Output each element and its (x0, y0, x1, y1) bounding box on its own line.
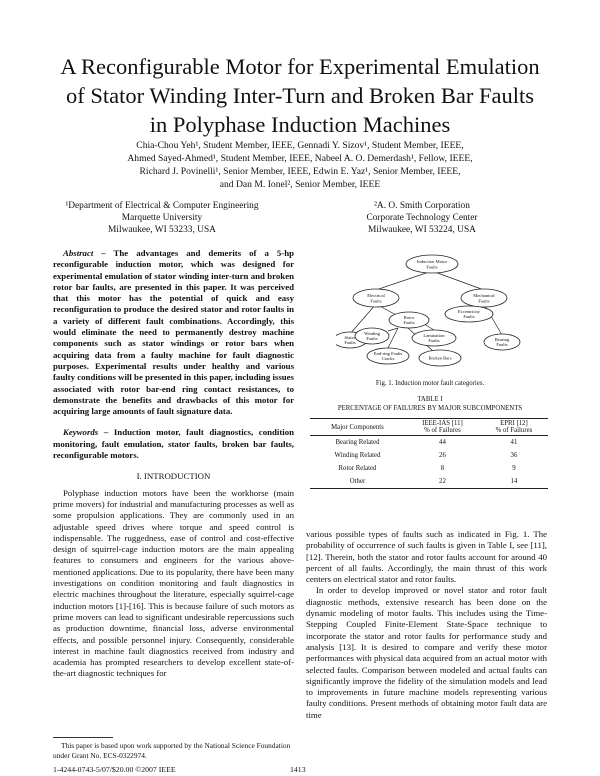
svg-text:Faults: Faults (370, 298, 382, 304)
affiliation-left-line-1: ¹Department of Electrical & Computer Engineering (65, 201, 259, 211)
footnote: This paper is based upon work supported by the National Science Foundation under Grant No. ECS-0322974. (53, 741, 291, 760)
table-cell-component: Other (310, 475, 405, 489)
table-1 (310, 418, 548, 489)
author-line-1: Chia-Chou Yeh¹, Student Member, IEEE, Gennadi Y. Sizov¹, Student Member, IEEE, (136, 140, 464, 151)
svg-text:Mechanical: Mechanical (473, 293, 495, 298)
affiliation-right-line-2: Corporate Technology Center (366, 213, 478, 223)
title-line-1: A Reconfigurable Motor for Experimental Emulation (60, 54, 540, 79)
section-heading-introduction: I. INTRODUCTION (136, 471, 211, 482)
table-cell-ieee: 22 (405, 475, 480, 489)
author-line-2: Ahmed Sayed-Ahmed¹, Student Member, IEEE, Nabeel A. O. Demerdash¹, Fellow, IEEE, (127, 153, 473, 164)
table-1-label: TABLE I (417, 396, 443, 403)
svg-text:Faults: Faults (403, 320, 415, 325)
table-row (310, 449, 548, 462)
svg-text:Faults: Faults (428, 338, 440, 343)
table-cell-ieee: 8 (440, 465, 445, 472)
keywords-paragraph (53, 427, 294, 461)
table-1-title: PERCENTAGE OF FAILURES BY MAJOR SUBCOMPONENTS (337, 405, 523, 412)
svg-text:Eccentricity: Eccentricity (457, 309, 481, 314)
svg-text:Faults: Faults (426, 264, 438, 270)
footnote-rule (53, 737, 113, 738)
title-line-2: of Stator Winding Inter-Turn and Broken Bar Faults (66, 83, 534, 108)
affiliation-left-line-3: Milwaukee, WI 53233, USA (108, 225, 216, 235)
svg-text:Induction Motor: Induction Motor (416, 259, 448, 264)
author-list (40, 139, 560, 191)
svg-text:Faults: Faults (478, 298, 490, 304)
table-cell-ieee: 26 (439, 452, 446, 459)
affiliation-left-line-2: Marquette University (121, 213, 203, 223)
svg-text:Faults: Faults (463, 314, 475, 319)
svg-text:Winding: Winding (364, 331, 380, 336)
keywords-text: – Induction motor, fault diagnostics, condition monitoring, fault emulation, stator faults, broken bar faults, reconfigurable motors. (53, 427, 294, 461)
table-header-row (310, 419, 548, 436)
figure-1-caption: Fig. 1. Induction motor fault categories. (375, 380, 485, 387)
table-cell-component: Bearing Related (335, 439, 380, 446)
affiliation-right (322, 200, 522, 236)
table-header-component: Major Components (310, 419, 405, 436)
table-row (310, 436, 548, 450)
right-paragraph-2: In order to develop improved or novel stator and rotor fault diagnostic methods, extensive research has been done on the dynamic modeling of motor faults. This includes using the Time-Stepping Coupled Finite-Element State-Space technique to incorporate the stator and rotor faults for performance study and analysis [13]. It is desired to compare and verify these motor performances with physical data acquired from an actual motor with selected faults. Comparison between modeled and actual faults can significantly improve the fidelity of the simulation models and lead to improvements in future machine models representing various faulty conditions. Present methods of obtaining motor fault data are time (306, 585, 547, 720)
table-cell-component: Rotor Related (338, 465, 377, 472)
left-column (53, 248, 294, 680)
keywords-label: Keywords (63, 427, 99, 438)
svg-text:Faults: Faults (366, 336, 378, 341)
table-cell-ieee: 44 (439, 439, 446, 446)
svg-text:Electrical: Electrical (367, 293, 385, 298)
affiliation-right-line-3: Milwaukee, WI 53224, USA (368, 225, 476, 235)
affiliation-right-line-1: ²A. O. Smith Corporation (374, 201, 470, 211)
table-row (310, 462, 548, 475)
svg-text:Faults: Faults (344, 340, 356, 345)
table-cell-component: Winding Related (334, 452, 381, 459)
table-cell-epri: 36 (510, 452, 518, 459)
abstract-paragraph (53, 248, 294, 417)
page-number: 1413 (290, 765, 306, 774)
table-header-ieee: IEEE-IAS [11] % of Failures (405, 419, 480, 436)
table-header-epri: EPRI [12] % of Failures (480, 419, 548, 436)
right-column (306, 529, 547, 721)
svg-text:Broken Bars: Broken Bars (428, 355, 452, 361)
failure-percentage-table (310, 418, 548, 489)
svg-text:End-ring Faults: End-ring Faults (373, 351, 403, 356)
svg-text:Stator: Stator (344, 335, 356, 340)
svg-text:Rotor: Rotor (403, 315, 415, 320)
table-cell-epri: 14 (480, 475, 548, 489)
author-line-3: Richard J. Povinelli¹, Senior Member, IEEE, Edwin E. Yaz¹, Senior Member, IEEE, (139, 166, 461, 177)
table-cell-epri: 41 (510, 439, 518, 446)
svg-text:Lamination: Lamination (423, 333, 445, 338)
paper-title (20, 52, 580, 139)
abstract-text: – The advantages and demerits of a 5-hp reconfigurable induction motor, which was designed for experimental emulation of stator winding inter-turn and broken rotor bar faults, are presented in this paper. It was perceived that this motor has the potential of quick and easy reconfiguration to produce the desired stator and rotor faults in a variety of different fault combinations. Accordingly, this would eliminate the need to permanently destroy machine components such as stator windings or rotor bars when acquiring data from a faulty machine for fault diagnostic purposes. Experimental results under healthy and various faulty conditions will be presented in this paper, including issues associated with rotor bar-end ring contact resistances, to demonstrate the benefits and drawbacks of this motor for acquiring large amounts of fault signature data. (53, 248, 294, 417)
title-line-3: in Polyphase Induction Machines (149, 112, 451, 137)
affiliation-left (52, 200, 272, 236)
right-paragraph-1: various possible types of faults such as indicated in Fig. 1. The probability of occurrence of such faults is given in Table I, see [11], [12]. Therein, both the stator and rotor faults account for around 40 percent of all faults. Accordingly, the main thrust of this work centers on electrical stator and rotor faults. (306, 529, 547, 585)
svg-text:Cracks: Cracks (381, 356, 395, 361)
table-cell-epri: 9 (512, 465, 516, 472)
table-row (310, 475, 548, 489)
fault-categories-diagram (336, 252, 522, 374)
abstract-label: Abstract (63, 248, 94, 258)
intro-paragraph-1: Polyphase induction motors have been the workhorse (main prime movers) for industrial and manufacturing processes as well as some propulsion applications. They are commonly used in an adjustable speed drives where torque and speed control is indispensable. The ruggedness, ease of control and cost-effective design of squirrel-cage induction motors are the main appealing features to consumers and engineers for the various above-mentioned applications. Due to its popularity, there have been many investigations on condition monitoring and fault diagnostics in electric machines throughout the literature, especially squirrel-cage induction motors [1]-[16]. This is because failure of such motors as prime movers can lead to significant undesirable repercussions such as production downtime, financial loss, adverse environmental effects, and possible personnel injury. Consequently, considerable interest in machine fault diagnostics received from industry and academia has prompted researchers to develop excellent state-of-the-art diagnostic techniques for (53, 487, 294, 679)
svg-text:Bearing: Bearing (494, 337, 510, 342)
author-line-4: and Dan M. Ionel², Senior Member, IEEE (219, 179, 381, 190)
footer-copyright: 1-4244-0743-5/07/$20.00 ©2007 IEEE (53, 765, 176, 774)
svg-text:Faults: Faults (496, 342, 508, 347)
